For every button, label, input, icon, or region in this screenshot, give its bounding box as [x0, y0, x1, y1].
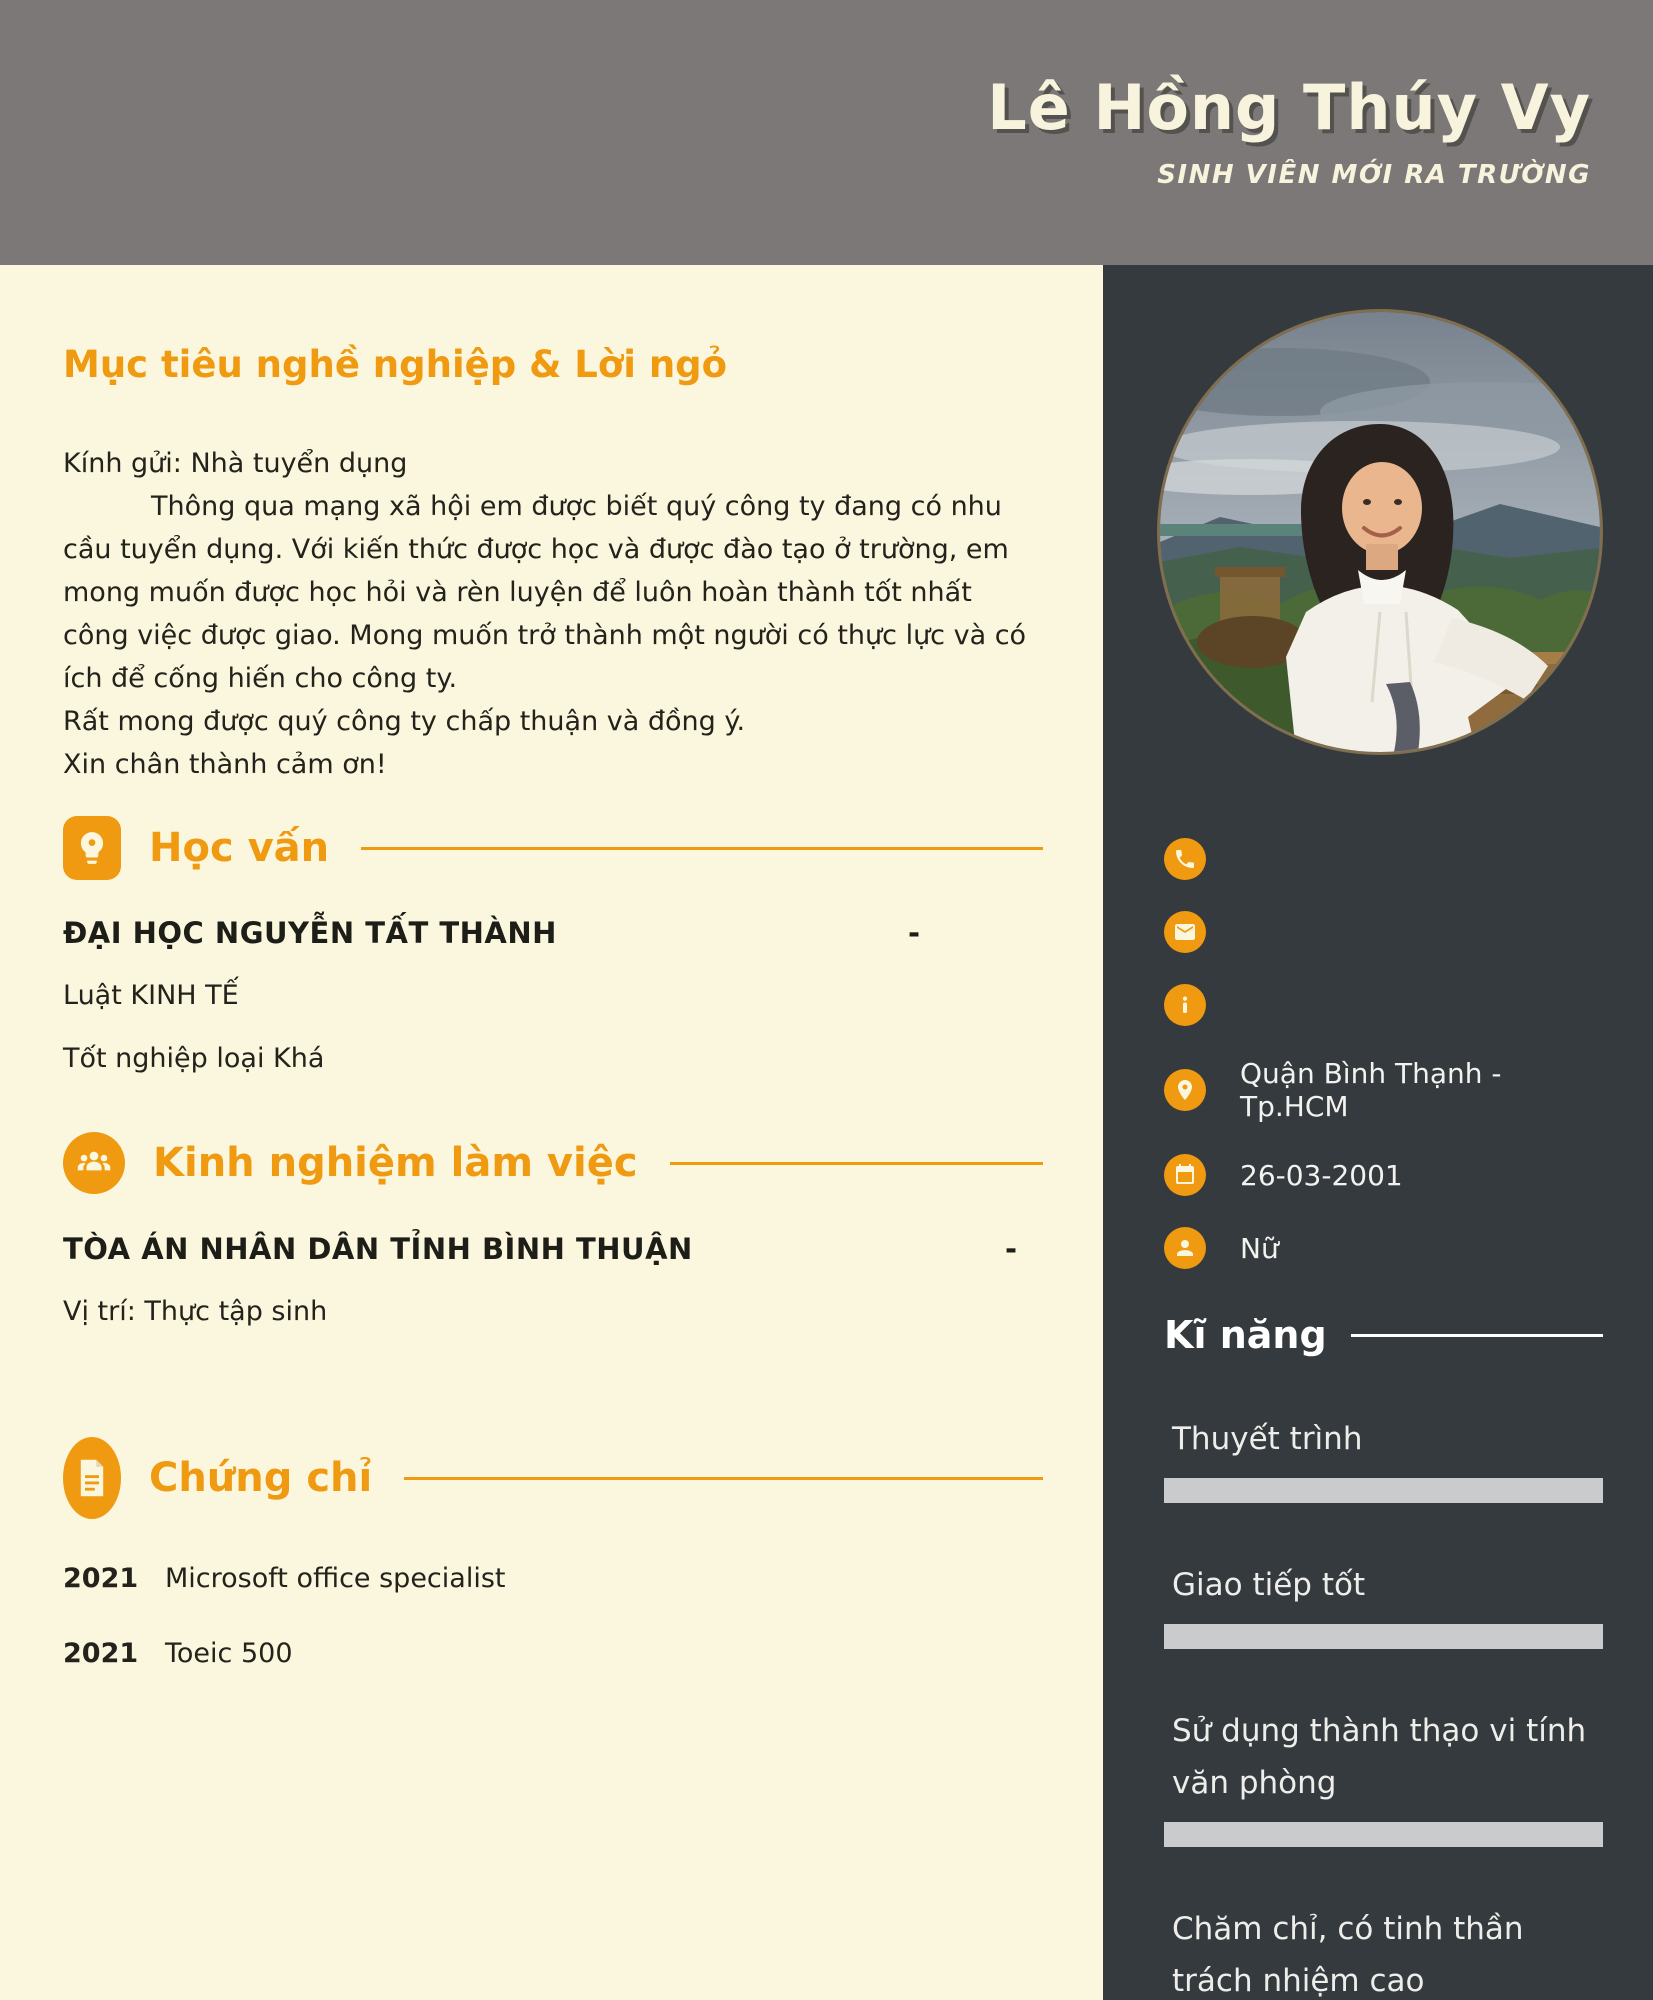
certificate-name: Toeic 500 — [165, 1638, 293, 1669]
contact-row-birthday — [1164, 1154, 1603, 1196]
education-section — [63, 816, 1043, 1074]
objective-salutation: Kính gửi: Nhà tuyển dụng — [63, 448, 408, 479]
contact-row-info — [1164, 984, 1603, 1026]
objective-closing-2: Xin chân thành cảm ơn! — [63, 749, 387, 780]
main-column — [0, 265, 1103, 2000]
experience-section — [63, 1132, 1043, 1327]
skill-label: Chăm chỉ, có tinh thần trách nhiệm cao — [1172, 1911, 1524, 1999]
certificates-header — [63, 1437, 1043, 1519]
certificate-year: 2021 — [63, 1638, 139, 1669]
lightbulb-icon — [63, 816, 121, 880]
skills-list — [1164, 1413, 1603, 2000]
certificate-row — [63, 1563, 1043, 1594]
contact-list — [1164, 838, 1603, 1269]
objective-closing-1: Rất mong được quý công ty chấp thuận và đồng ý. — [63, 706, 746, 737]
skills-title: Kĩ năng — [1164, 1313, 1327, 1357]
education-header — [63, 816, 1043, 880]
person-subtitle: SINH VIÊN MỚI RA TRƯỜNG — [1157, 160, 1591, 191]
objective-body: Thông qua mạng xã hội em được biết quý công ty đang có nhu cầu tuyển dụng. Với kiến thức được học và được đào tạo ở trường, em mong muốn được học hỏi và rèn luyện để luôn hoàn thành tốt nhất công việc được giao. Mong muốn trở thành một người có thực lực và có ích để cống hiến cho công ty. — [63, 491, 1027, 694]
contact-address: Quận Bình Thạnh - Tp.HCM — [1240, 1057, 1502, 1123]
profile-photo — [1160, 312, 1600, 752]
skill-label: Sử dụng thành thạo vi tính văn phòng — [1172, 1713, 1587, 1801]
certificate-year: 2021 — [63, 1563, 139, 1594]
education-title: Học vấn — [149, 825, 330, 871]
certificate-list — [63, 1563, 1043, 1669]
person-name: Lê Hồng Thúy Vy — [987, 70, 1591, 144]
certificates-title: Chứng chỉ — [149, 1455, 373, 1501]
experience-title: Kinh nghiệm làm việc — [153, 1140, 638, 1186]
experience-header — [63, 1132, 1043, 1194]
skill-label: Thuyết trình — [1172, 1421, 1363, 1457]
contact-birthday: 26-03-2001 — [1240, 1158, 1403, 1192]
experience-divider — [670, 1162, 1043, 1165]
people-group-icon — [63, 1132, 125, 1194]
info-icon — [1164, 984, 1206, 1026]
content-columns — [0, 265, 1653, 2000]
contact-gender: Nữ — [1240, 1231, 1279, 1265]
experience-date: - — [1005, 1232, 1018, 1266]
contact-row-gender — [1164, 1227, 1603, 1269]
gender-icon — [1164, 1227, 1206, 1269]
certificates-divider — [404, 1477, 1043, 1480]
education-major: Luật KINH TẾ — [63, 980, 239, 1011]
skill-bar — [1164, 1822, 1603, 1847]
email-icon — [1164, 911, 1206, 953]
contact-row-phone — [1164, 838, 1603, 880]
experience-position: Vị trí: Thực tập sinh — [63, 1296, 328, 1327]
education-result: Tốt nghiệp loại Khá — [63, 1043, 325, 1074]
skills-divider — [1351, 1334, 1603, 1337]
skill-item — [1164, 1559, 1603, 1649]
objective-section — [63, 343, 1043, 786]
contact-row-address — [1164, 1057, 1603, 1123]
education-date: - — [908, 916, 921, 950]
document-icon — [63, 1437, 121, 1519]
skill-label: Giao tiếp tốt — [1172, 1567, 1366, 1603]
education-school-row — [63, 916, 1043, 950]
location-icon — [1164, 1069, 1206, 1111]
education-school: ĐẠI HỌC NGUYỄN TẤT THÀNH — [63, 916, 557, 950]
header-band — [0, 0, 1653, 265]
calendar-icon — [1164, 1154, 1206, 1196]
certificate-row — [63, 1638, 1043, 1669]
education-divider — [361, 847, 1043, 850]
phone-icon — [1164, 838, 1206, 880]
skills-header — [1164, 1313, 1603, 1357]
skill-bar — [1164, 1624, 1603, 1649]
skill-item — [1164, 1705, 1603, 1847]
skill-bar — [1164, 1478, 1603, 1503]
sidebar — [1103, 265, 1653, 2000]
skill-item — [1164, 1903, 1603, 2000]
skill-item — [1164, 1413, 1603, 1503]
experience-company: TÒA ÁN NHÂN DÂN TỈNH BÌNH THUẬN — [63, 1232, 693, 1266]
experience-company-row — [63, 1232, 1043, 1266]
objective-title: Mục tiêu nghề nghiệp & Lời ngỏ — [63, 343, 728, 386]
contact-row-email — [1164, 911, 1603, 953]
certificates-section — [63, 1437, 1043, 1669]
certificate-name: Microsoft office specialist — [165, 1563, 506, 1594]
